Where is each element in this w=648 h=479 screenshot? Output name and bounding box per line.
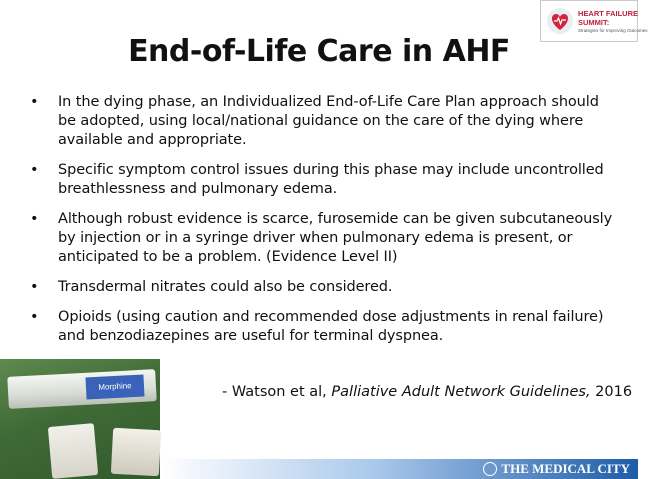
logo-line-1: HEART FAILURE: [578, 8, 638, 18]
bullet-text: In the dying phase, an Individualized End-of-Life Care Plan approach should be adopted, using local/national guidance on the care of the dying where available and appropriate.: [58, 94, 599, 148]
bullet-text: Transdermal nitrates could also be considered.: [58, 279, 393, 295]
ampoule-image: [111, 428, 161, 476]
bullet-dot: •: [30, 94, 39, 110]
emblem-icon: [483, 462, 497, 476]
logo-line-3: Strategies for Improving Outcomes: [578, 27, 648, 33]
footer-brand: THE MEDICAL CITY: [501, 461, 630, 476]
bullet-item: [26, 210, 616, 267]
bullet-item: [26, 278, 616, 297]
heart-icon: [545, 6, 575, 36]
bullet-item: [26, 161, 616, 199]
bullet-text: Opioids (using caution and recommended dose adjustments in renal failure) and benzodiazepines are useful for terminal dyspnea.: [58, 309, 604, 344]
bullet-dot: •: [30, 211, 39, 227]
medical-city-logo: [483, 461, 630, 477]
bullet-item: [26, 93, 616, 150]
bullet-text: Specific symptom control issues during this phase may include uncontrolled breathlessness and pulmonary edema.: [58, 162, 604, 197]
citation-source: Palliative Adult Network Guidelines,: [331, 384, 591, 400]
slide-title: End-of-Life Care in AHF: [128, 34, 510, 69]
bullet-text: Although robust evidence is scarce, furosemide can be given subcutaneously by injection or in a syringe driver when pulmonary edema is present, or anticipated to be a problem. (Evidence Level II): [58, 211, 613, 265]
logo-line-2: SUMMIT:: [578, 17, 610, 27]
bullet-dot: •: [30, 279, 39, 295]
citation-year: 2016: [590, 384, 633, 400]
medication-photo: [0, 359, 160, 479]
bullet-dot: •: [30, 309, 39, 325]
bullet-item: [26, 308, 616, 346]
citation: [222, 384, 632, 400]
ampoule-image: [48, 423, 98, 479]
citation-prefix: - Watson et al,: [222, 384, 332, 400]
bullet-dot: •: [30, 162, 39, 178]
bullet-list: [26, 93, 616, 357]
footer-bar: [160, 459, 638, 479]
syringe-label: Morphine: [85, 374, 144, 399]
